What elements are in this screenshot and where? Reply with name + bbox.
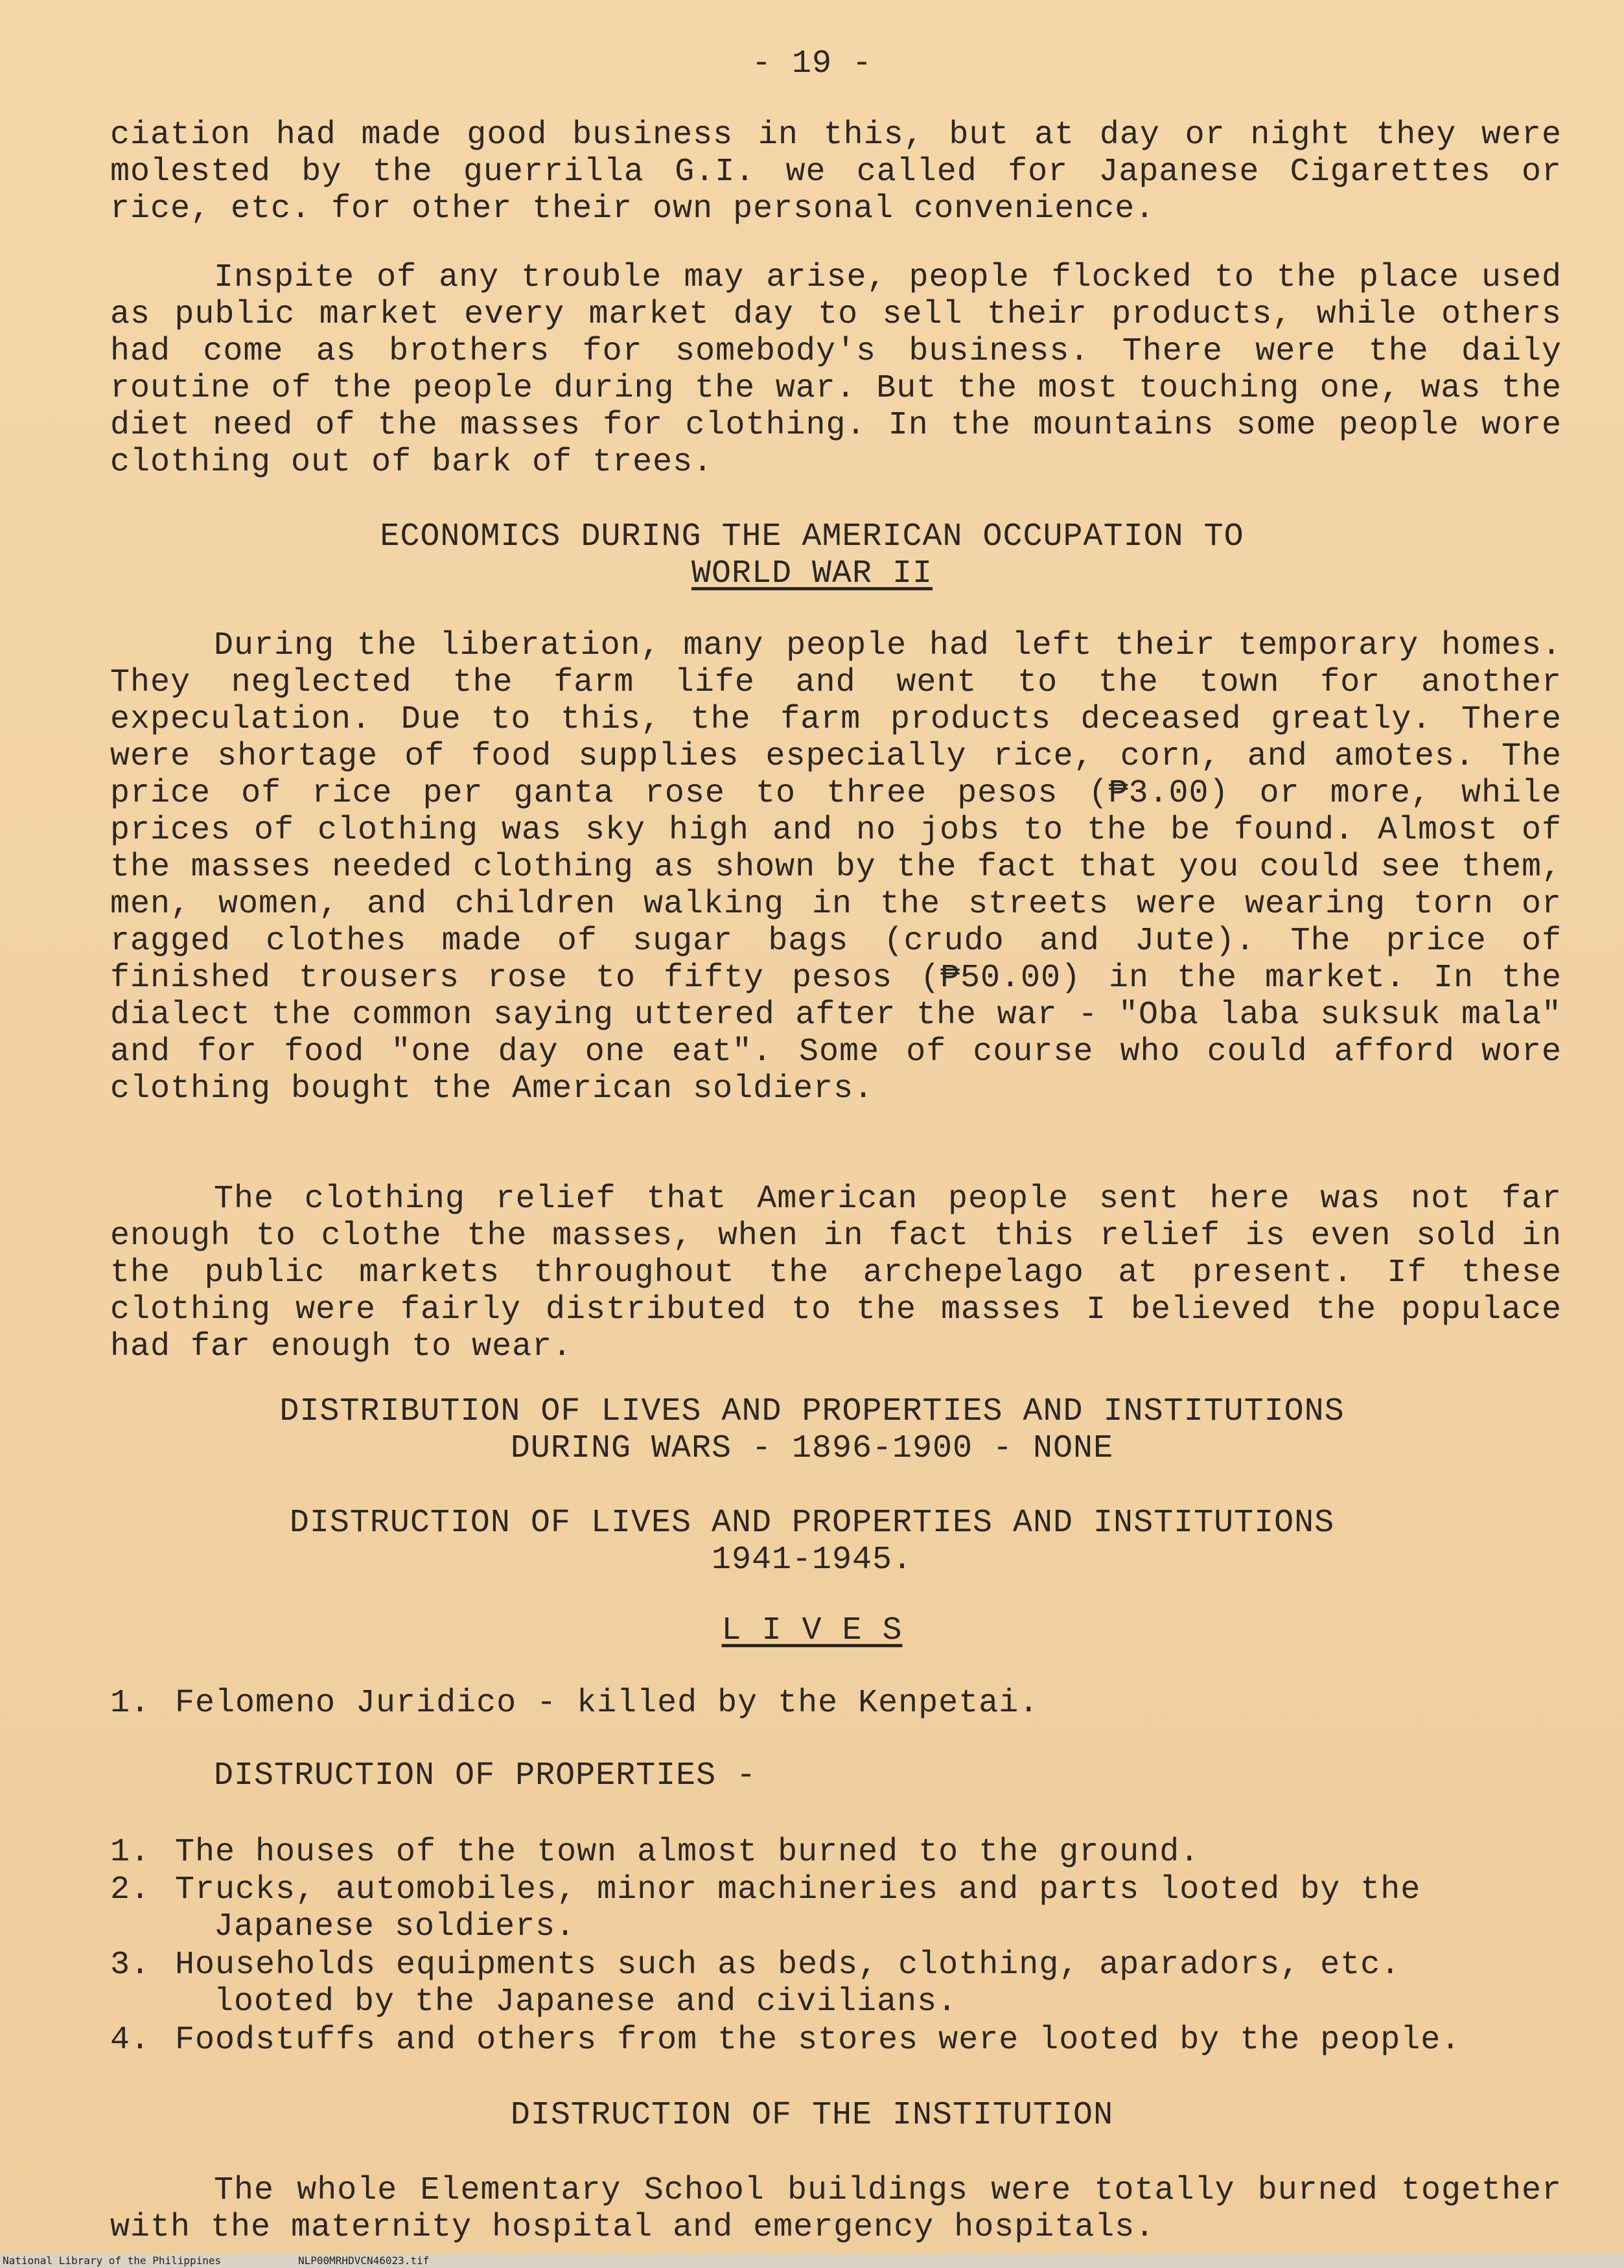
heading-1941-line2: 1941-1945.	[711, 1542, 913, 1579]
heading-lives-text: L I V E S	[721, 1612, 903, 1649]
list-item-number: 3.	[110, 1947, 151, 1984]
heading-properties-text: DISTRUCTION OF PROPERTIES -	[214, 1757, 757, 1794]
list-item	[110, 1947, 1562, 2020]
heading-1941	[0, 1505, 1624, 1579]
paragraph-liberation	[110, 627, 1562, 1107]
list-item-number: 4.	[110, 2022, 151, 2059]
list-item	[110, 1834, 1562, 1871]
paragraph-2: Inspite of any trouble may arise, people flocked to the place used as public market every market day to sell their products, while others had come as brothers for somebody's business. There were the daily routine of the people during the war. But the most touching one, was the diet need of the masses for clothing. In the mountains some people wore clothing out of bark of trees.	[110, 259, 1562, 481]
heading-1896	[0, 1393, 1624, 1467]
list-item-text: Felomeno Juridico - killed by the Kenpetai.	[175, 1685, 1039, 1722]
list-item	[110, 2022, 1562, 2059]
heading-properties	[214, 1757, 1624, 1794]
heading-1896-line2: DURING WARS - 1896-1900 - NONE	[510, 1430, 1114, 1467]
heading-economics	[0, 518, 1624, 592]
list-item-text: The houses of the town almost burned to the ground.	[175, 1834, 1200, 1871]
paragraph-4: The clothing relief that American people sent here was not far enough to clothe the masses, when in fact this relief is even sold in the public markets throughout the archepelago at present. If these clothing were fairly distributed to the masses I believed the populace had far enough to wear.	[110, 1181, 1562, 1365]
heading-lives	[0, 1612, 1624, 1649]
footer-library: National Library of the Philippines	[3, 2254, 222, 2267]
heading-economics-line2: WORLD WAR II	[691, 555, 933, 592]
list-item	[110, 1685, 1562, 1722]
paragraph-market	[110, 259, 1562, 481]
scan-footer	[0, 2254, 1624, 2268]
heading-economics-line1: ECONOMICS DURING THE AMERICAN OCCUPATION TO	[380, 518, 1244, 555]
paragraph-3: During the liberation, many people had left their temporary homes. They neglected the farm life and went to the town for another expeculation. Due to this, the farm products deceased greatly. There were shortage of food supplies especially rice, corn, and amotes. The price of rice per ganta rose to three pesos (₱3.00) or more, while prices of clothing was sky high and no jobs to the be found. Almost of the masses needed clothing as shown by the fact that you could see them, men, women, and children walking in the streets were wearing torn or ragged clothes made of sugar bags (crudo and Jute). The price of finished trousers rose to fifty pesos (₱50.00) in the market. In the dialect the common saying uttered after the war - "Oba laba suksuk mala" and for food "one day one eat". Some of course who could afford wore clothing bought the American soldiers.	[110, 627, 1562, 1107]
paragraph-institution	[110, 2172, 1562, 2246]
list-item	[110, 1871, 1562, 1945]
heading-institution-text: DISTRUCTION OF THE INSTITUTION	[510, 2097, 1114, 2134]
heading-institution	[0, 2097, 1624, 2134]
list-item-continuation: Japanese soldiers.	[214, 1908, 576, 1945]
heading-1896-line1: DISTRIBUTION OF LIVES AND PROPERTIES AND INSTITUTIONS	[279, 1393, 1345, 1430]
list-item-text: Trucks, automobiles, minor machineries and parts looted by the	[175, 1871, 1421, 1908]
list-item-text: Foodstuffs and others from the stores were looted by the people.	[175, 2022, 1461, 2059]
footer-filename: NLP00MRHDVCN46023.tif	[298, 2254, 430, 2267]
paragraph-1: ciation had made good business in this, but at day or night they were molested by the guerrilla G.I. we called for Japanese Cigarettes or rice, etc. for other their own personal convenience.	[110, 117, 1562, 227]
list-item-number: 1.	[110, 1685, 151, 1722]
heading-1941-line1: DISTRUCTION OF LIVES AND PROPERTIES AND INSTITUTIONS	[289, 1505, 1335, 1542]
list-item-number: 2.	[110, 1871, 151, 1908]
list-item-continuation: looted by the Japanese and civilians.	[214, 1984, 958, 2020]
page-number: - 19 -	[751, 45, 873, 82]
paragraph-5: The whole Elementary School buildings were totally burned together with the maternity hospital and emergency hospitals.	[110, 2172, 1562, 2246]
list-item-number: 1.	[110, 1834, 151, 1871]
paragraph-relief	[110, 1181, 1562, 1365]
list-item-text: Households equipments such as beds, clothing, aparadors, etc.	[175, 1947, 1401, 1984]
paragraph-continuation	[110, 117, 1562, 227]
